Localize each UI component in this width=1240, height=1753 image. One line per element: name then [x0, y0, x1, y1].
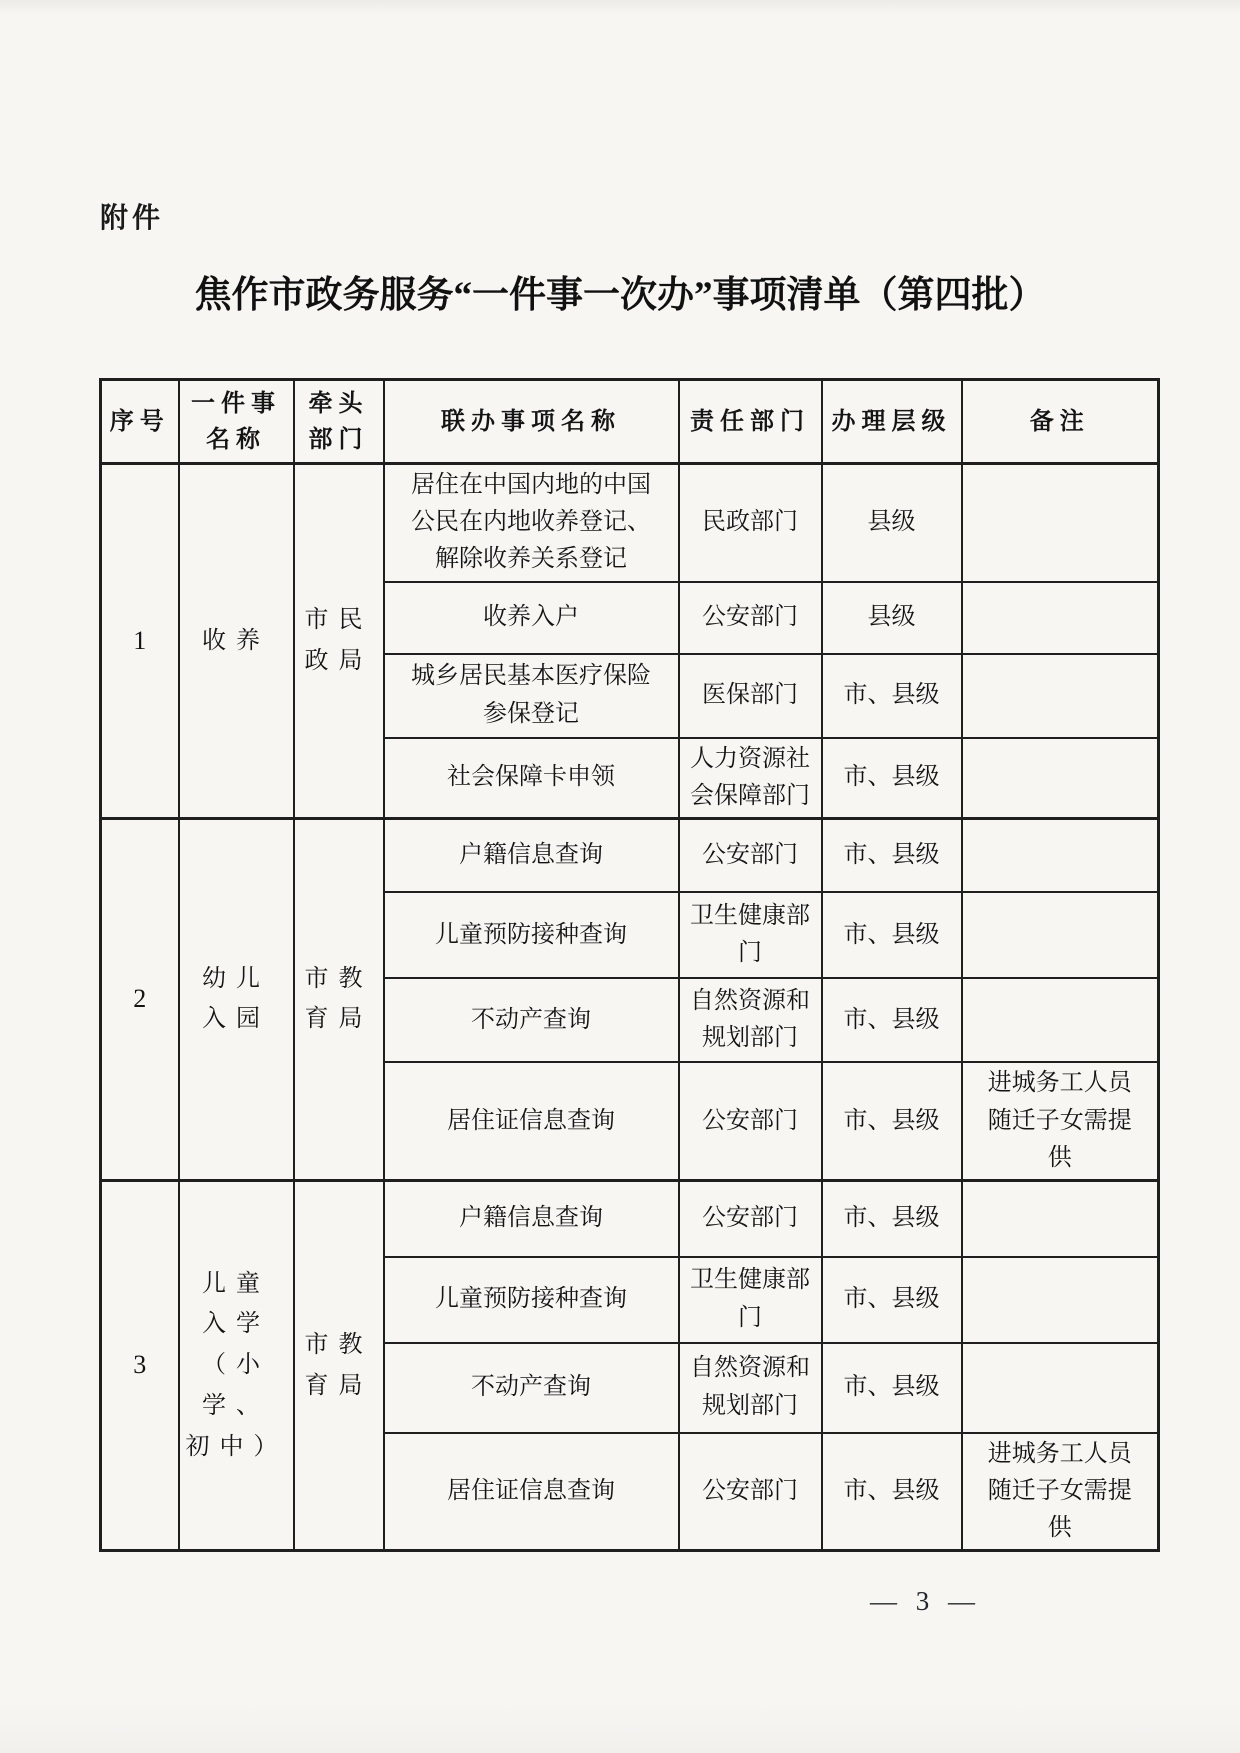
level-cell: 市、县级: [822, 1181, 962, 1257]
note-cell: [962, 464, 1159, 582]
item-name-cell: 儿童预防接种查询: [384, 892, 679, 978]
item-name-cell: 城乡居民基本医疗保险参保登记: [384, 654, 679, 738]
item-name-cell: 居住证信息查询: [384, 1433, 679, 1551]
table-header-row: [101, 380, 1159, 464]
note-cell: [962, 1343, 1159, 1433]
note-cell: [962, 654, 1159, 738]
resp-dept-cell: 民政部门: [679, 464, 822, 582]
resp-dept-cell: 自然资源和规划部门: [679, 1343, 822, 1433]
note-cell: [962, 978, 1159, 1062]
level-cell: 县级: [822, 582, 962, 654]
resp-dept-cell: 公安部门: [679, 1062, 822, 1180]
level-cell: 市、县级: [822, 892, 962, 978]
level-cell: 市、县级: [822, 818, 962, 892]
resp-dept-cell: 自然资源和规划部门: [679, 978, 822, 1062]
section-seq-cell: 3: [101, 1181, 179, 1551]
note-cell: [962, 738, 1159, 819]
resp-dept-cell: 卫生健康部门: [679, 892, 822, 978]
page-number: — 3 —: [870, 1586, 981, 1616]
item-name-cell: 收养入户: [384, 582, 679, 654]
level-cell: 市、县级: [822, 978, 962, 1062]
level-cell: 市、县级: [822, 1257, 962, 1343]
section-lead-dept-cell: 市民政局: [294, 464, 384, 819]
level-cell: 市、县级: [822, 1343, 962, 1433]
note-cell: [962, 582, 1159, 654]
item-name-cell: 居住在中国内地的中国公民在内地收养登记、解除收养关系登记: [384, 464, 679, 582]
col-header-lead: 牵头部门: [294, 380, 384, 464]
col-header-resp: 责任部门: [679, 380, 822, 464]
item-name-cell: 社会保障卡申领: [384, 738, 679, 819]
items-table: [99, 378, 1160, 1552]
item-name-cell: 不动产查询: [384, 978, 679, 1062]
note-cell: 进城务工人员随迁子女需提供: [962, 1062, 1159, 1180]
section-name-cell: 儿童入学（小学、初中）: [179, 1181, 294, 1551]
section-lead-dept-cell: 市教育局: [294, 1181, 384, 1551]
level-cell: 市、县级: [822, 1433, 962, 1551]
resp-dept-cell: 公安部门: [679, 1181, 822, 1257]
note-cell: [962, 1181, 1159, 1257]
section-name-cell: 幼儿入园: [179, 818, 294, 1180]
resp-dept-cell: 人力资源社会保障部门: [679, 738, 822, 819]
level-cell: 市、县级: [822, 654, 962, 738]
table-row: [101, 818, 1159, 892]
section-lead-dept-cell: 市教育局: [294, 818, 384, 1180]
col-header-note: 备注: [962, 380, 1159, 464]
table-row: [101, 464, 1159, 582]
level-cell: 县级: [822, 464, 962, 582]
resp-dept-cell: 卫生健康部门: [679, 1257, 822, 1343]
item-name-cell: 不动产查询: [384, 1343, 679, 1433]
table-row: [101, 1181, 1159, 1257]
col-header-seq: 序号: [101, 380, 179, 464]
col-header-level: 办理层级: [822, 380, 962, 464]
section-seq-cell: 2: [101, 818, 179, 1180]
note-cell: [962, 892, 1159, 978]
item-name-cell: 儿童预防接种查询: [384, 1257, 679, 1343]
document-title: 焦作市政务服务“一件事一次办”事项清单（第四批）: [194, 275, 1046, 316]
resp-dept-cell: 公安部门: [679, 582, 822, 654]
resp-dept-cell: 医保部门: [679, 654, 822, 738]
note-cell: [962, 818, 1159, 892]
section-name-cell: 收养: [179, 464, 294, 819]
attachment-label: 附件: [100, 202, 165, 233]
note-cell: [962, 1257, 1159, 1343]
resp-dept-cell: 公安部门: [679, 1433, 822, 1551]
item-name-cell: 居住证信息查询: [384, 1062, 679, 1180]
item-name-cell: 户籍信息查询: [384, 818, 679, 892]
section-seq-cell: 1: [101, 464, 179, 819]
level-cell: 市、县级: [822, 738, 962, 819]
item-name-cell: 户籍信息查询: [384, 1181, 679, 1257]
col-header-name: 一件事名称: [179, 380, 294, 464]
col-header-item: 联办事项名称: [384, 380, 679, 464]
note-cell: 进城务工人员随迁子女需提供: [962, 1433, 1159, 1551]
resp-dept-cell: 公安部门: [679, 818, 822, 892]
level-cell: 市、县级: [822, 1062, 962, 1180]
